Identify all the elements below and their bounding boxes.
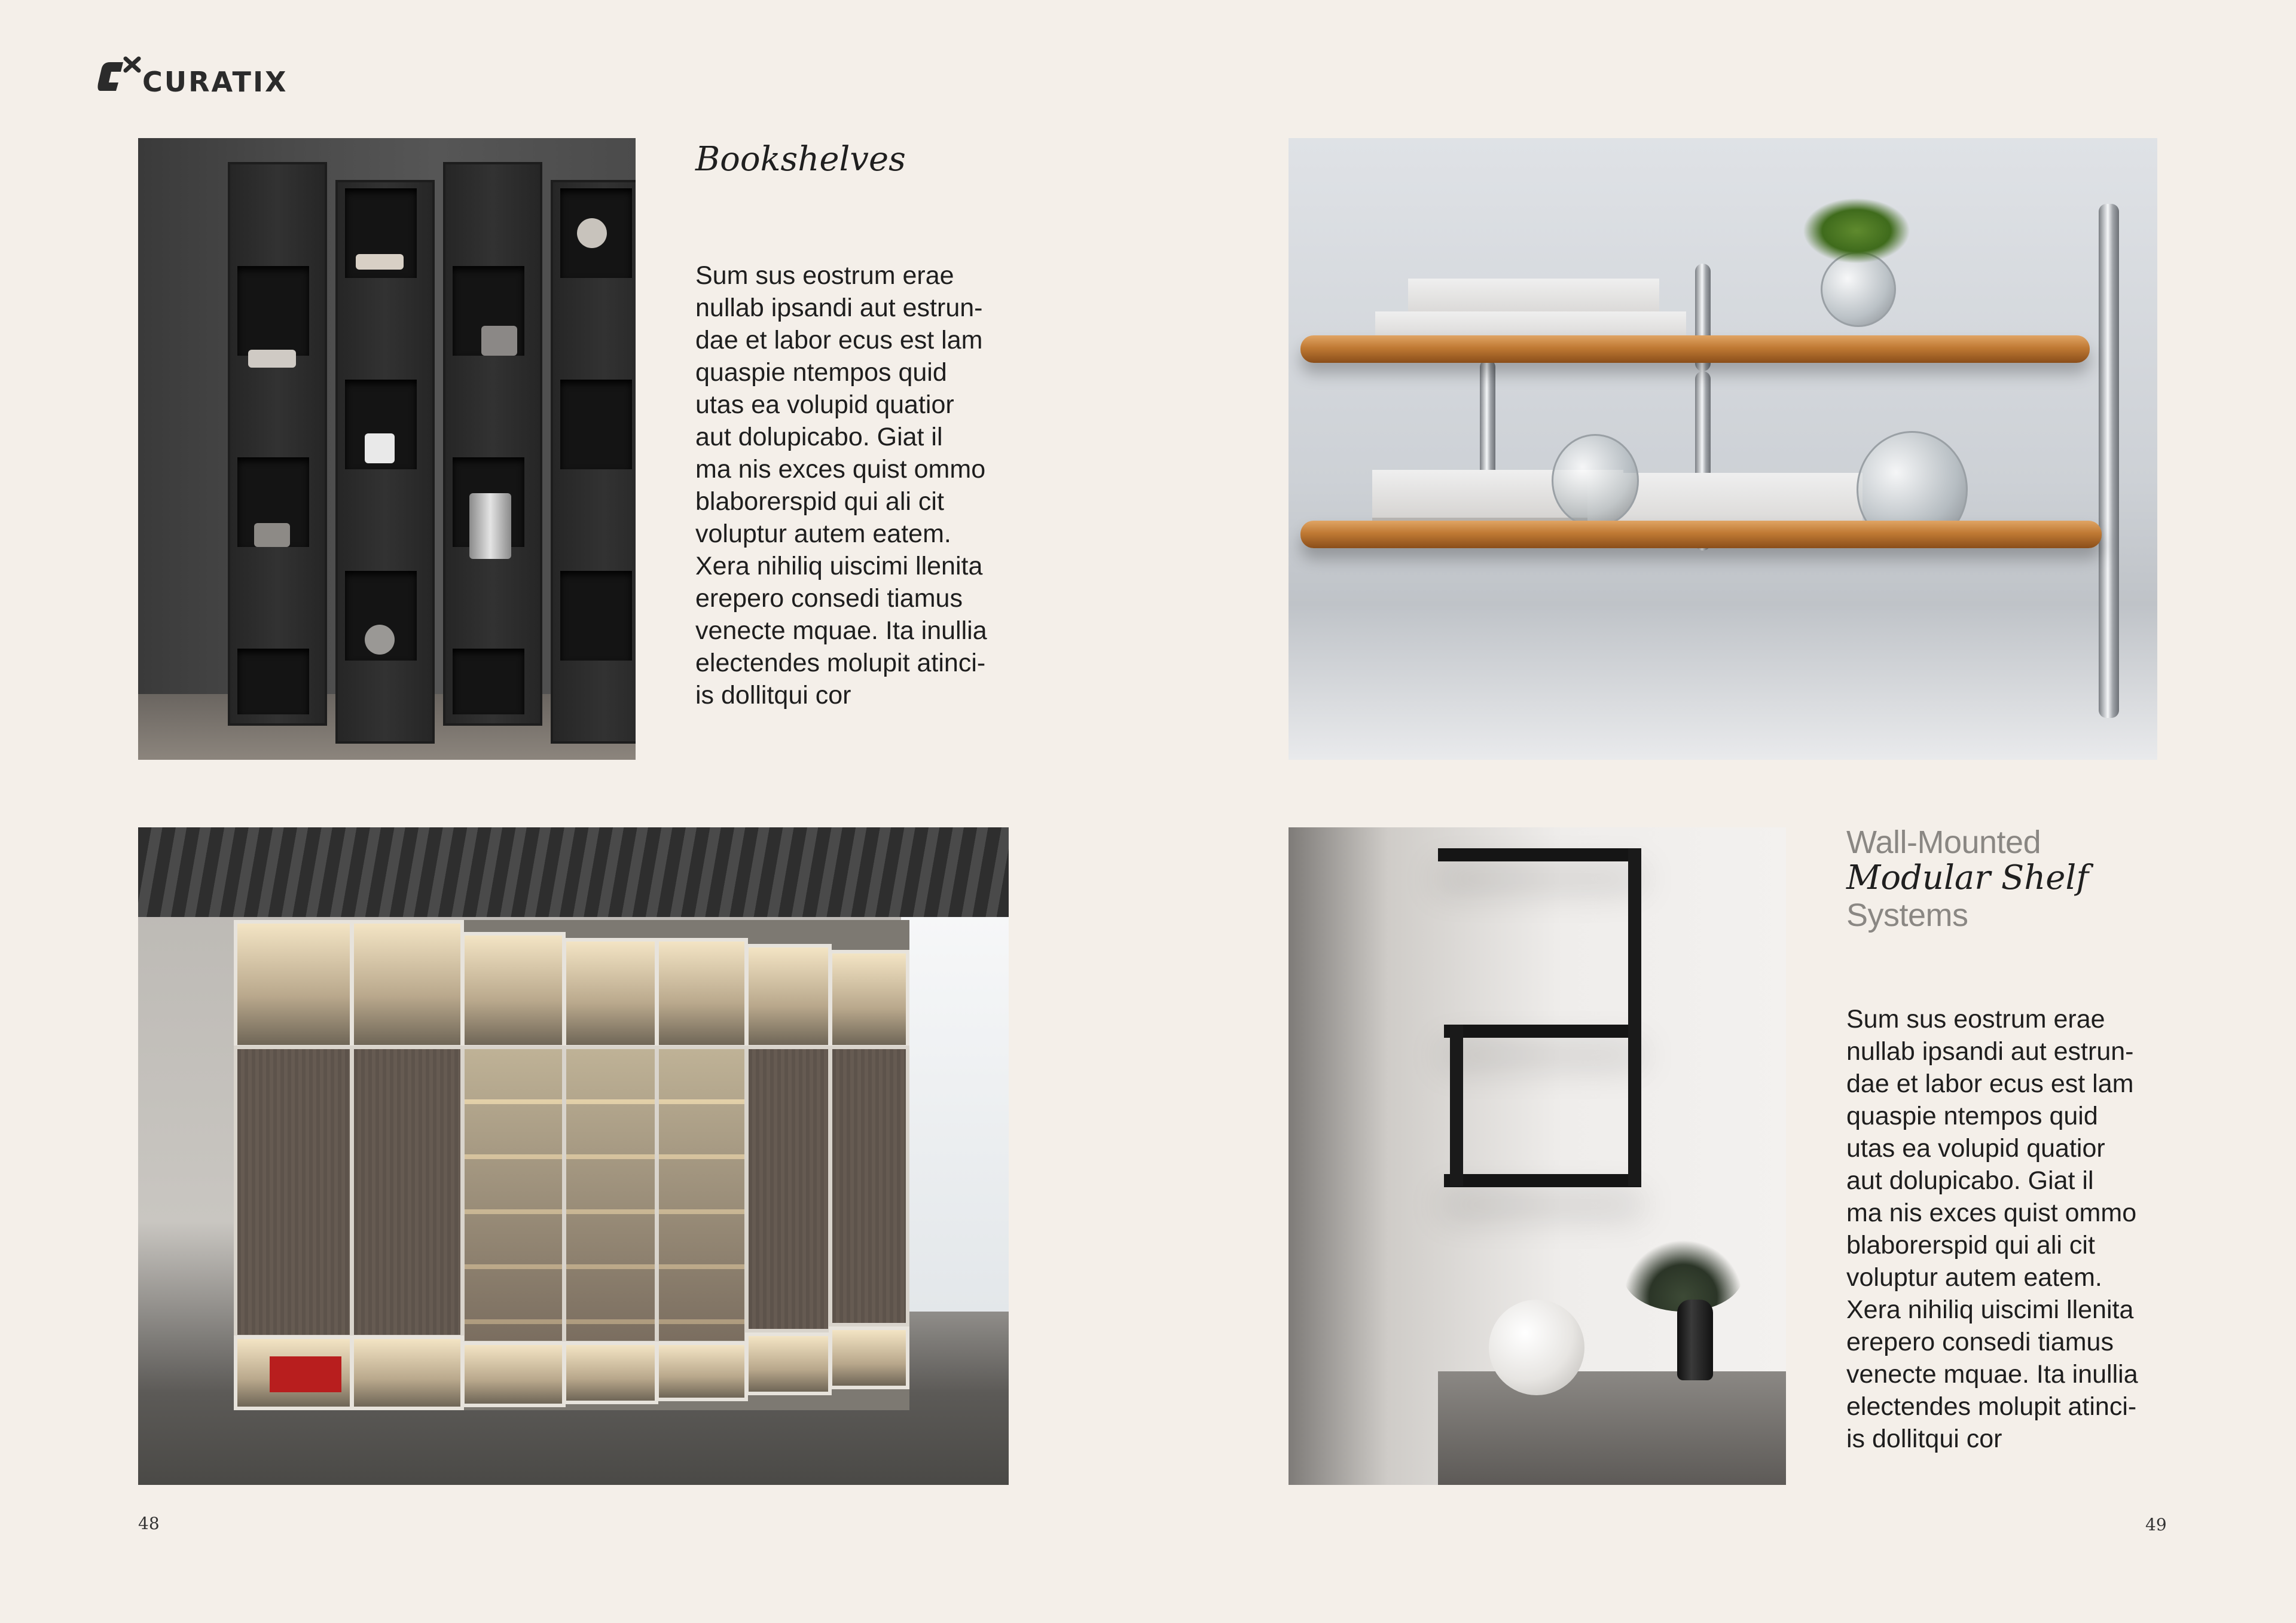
page-title: Bookshelves [695, 140, 906, 179]
shelf-tower [228, 162, 327, 726]
cabinet [1438, 1371, 1786, 1485]
dark-shelf [1438, 848, 1641, 861]
slatted-ceiling [138, 827, 1009, 917]
wall-unit-photo [138, 827, 1009, 1485]
wood-shelf [1300, 335, 2090, 363]
dark-vase [1677, 1300, 1713, 1380]
curatix-logo-icon [96, 55, 145, 97]
shelving-unit [234, 920, 909, 1410]
heading-line-2: Modular Shelf [1846, 858, 2089, 898]
heading-line-1: Wall-Mounted [1846, 824, 2041, 860]
wall-shelves-photo [1289, 138, 2157, 760]
body-text: Sum sus eostrum erae nullab ipsandi aut estrun- dae et labor ecus est lam quaspie ntempos quid utas ea volupid quatior aut dolupicabo. Giat il ma nis exces quist ommo blaborerspid qui ali cit voluptur autem eatem. Xera nihiliq uiscimi llenita erepero consedi tiamus venecte mquae. Ita inullia electendes molupit atinci- is dollitqui cor [1846, 1005, 2138, 1453]
page-number-left: 48 [138, 1514, 160, 1533]
shelf-tower [443, 162, 542, 726]
shelf-upright [1628, 848, 1641, 1186]
bookshelves-photo [138, 138, 636, 760]
glass-vase [1552, 434, 1639, 527]
chrome-rod [2099, 204, 2119, 718]
window [901, 917, 1009, 1312]
floating-shelves-photo [1289, 827, 1786, 1485]
section-heading [1846, 824, 2181, 934]
plant-leaves [1803, 198, 1910, 264]
page-number-right: 49 [2145, 1515, 2167, 1535]
shelf-tower [551, 180, 636, 744]
wood-shelf [1300, 521, 2102, 548]
heading-line-3: Systems [1846, 897, 1968, 933]
sphere-lamp [1489, 1300, 1584, 1395]
dark-shelf [1444, 1174, 1641, 1187]
dark-shelf [1444, 1025, 1641, 1038]
body-text: Sum sus eostrum erae nullab ipsandi aut estrun- dae et labor ecus est lam quaspie ntempos quid utas ea volupid quatior aut dolupicabo. Giat il ma nis exces quist ommo blaborerspid qui ali cit voluptur autem eatem. Xera nihiliq uiscimi llenita erepero consedi tiamus venecte mquae. Ita inullia electendes molupit atinci- is dollitqui cor [695, 261, 987, 710]
shelf-tower [335, 180, 435, 744]
brand-logo [96, 55, 288, 97]
brand-name: CURATIX [142, 66, 288, 98]
shelf-upright [1450, 1025, 1463, 1186]
red-box [270, 1356, 341, 1392]
